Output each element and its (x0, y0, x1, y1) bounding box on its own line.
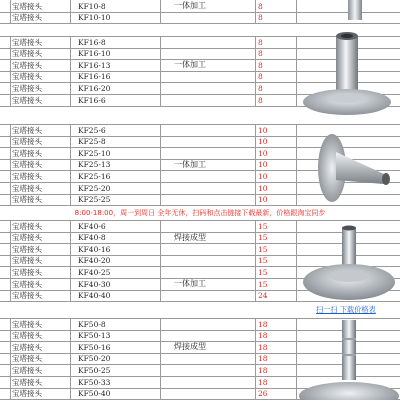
process-label: 一体加工 (174, 60, 206, 70)
cell-price: 15 (258, 256, 268, 266)
cell-name: 宝塔接头 (12, 365, 42, 375)
cell-model: KF50-13 (78, 331, 111, 341)
cell-price: 18 (258, 377, 268, 387)
cell-price: 10 (258, 195, 268, 205)
cell-price: 8 (258, 72, 263, 82)
cell-price: 15 (258, 267, 268, 277)
cell-model: KF40-8 (78, 233, 106, 243)
cell-name: 宝塔接头 (12, 354, 42, 364)
cell-model: KF50-40 (78, 389, 111, 399)
cell-model: KF25-20 (78, 183, 111, 193)
cell-model: KF16-6 (78, 95, 106, 105)
cell-price: 15 (258, 233, 268, 243)
service-hours-notice: 8:00-18:00，周一到周日 全年无休，扫码和点击链接下载最新，价格跟淘宝同步 (0, 207, 400, 219)
cell-model: KF16-16 (78, 72, 111, 82)
process-label: 一体加工 (174, 279, 206, 288)
cell-name: 宝塔接头 (12, 279, 42, 289)
grid-line (10, 220, 11, 301)
process-label: 焊接成型 (174, 342, 206, 352)
cell-model: KF25-16 (78, 171, 111, 181)
cell-name: 宝塔接头 (12, 195, 42, 205)
cell-model: KF25-13 (78, 160, 111, 170)
cell-model: KF16-8 (78, 37, 106, 47)
process-label: 一体加工 (174, 159, 206, 169)
kf10-fitting-photo (320, 0, 400, 20)
grid-line (255, 220, 256, 301)
cell-name: 宝塔接头 (12, 13, 42, 23)
cell-name: 宝塔接头 (12, 37, 42, 47)
cell-price: 8 (258, 49, 263, 59)
cell-name: 宝塔接头 (12, 1, 42, 11)
cell-model: KF16-13 (78, 60, 111, 70)
grid-line (10, 124, 11, 205)
grid-line (0, 318, 400, 319)
cell-name: 宝塔接头 (12, 60, 42, 70)
grid-line (255, 124, 256, 205)
cell-price: 8 (258, 1, 263, 11)
cell-model: KF40-25 (78, 267, 111, 277)
kf50-fitting-photo (296, 320, 400, 400)
cell-model: KF40-6 (78, 221, 106, 231)
grid-line (160, 318, 161, 399)
grid-line (70, 36, 71, 106)
cell-model: KF10-8 (78, 1, 106, 11)
grid-line (10, 36, 11, 106)
cell-model: KF50-8 (78, 319, 106, 329)
cell-model: KF40-20 (78, 256, 111, 266)
cell-name: 宝塔接头 (12, 267, 42, 277)
grid-line (160, 0, 161, 23)
cell-name: 宝塔接头 (12, 389, 42, 399)
cell-price: 8 (258, 95, 263, 105)
cell-price: 10 (258, 171, 268, 181)
cell-model: KF50-16 (78, 342, 111, 352)
cell-price: 15 (258, 244, 268, 254)
cell-price: 10 (258, 160, 268, 170)
cell-name: 宝塔接头 (12, 244, 42, 254)
cell-price: 10 (258, 148, 268, 158)
cell-name: 宝塔接头 (12, 95, 42, 105)
cell-name: 宝塔接头 (12, 125, 42, 135)
cell-name: 宝塔接头 (12, 137, 42, 147)
kf16-fitting-photo (296, 24, 400, 120)
cell-name: 宝塔接头 (12, 83, 42, 93)
cell-name: 宝塔接头 (12, 377, 42, 387)
cell-model: KF25-6 (78, 125, 106, 135)
cell-name: 宝塔接头 (12, 171, 42, 181)
cell-model: KF25-25 (78, 195, 111, 205)
cell-model: KF16-20 (78, 83, 111, 93)
process-label: 一体加工 (174, 1, 206, 10)
cell-model: KF25-10 (78, 148, 111, 158)
grid-line (70, 220, 71, 301)
cell-name: 宝塔接头 (12, 72, 42, 82)
kf40-fitting-photo (296, 220, 400, 310)
cell-price: 10 (258, 183, 268, 193)
cell-model: KF50-20 (78, 354, 111, 364)
cell-name: 宝塔接头 (12, 183, 42, 193)
cell-model: KF40-40 (78, 291, 111, 301)
cell-price: 18 (258, 331, 268, 341)
cell-price: 8 (258, 13, 263, 23)
cell-price: 10 (258, 137, 268, 147)
cell-price: 26 (258, 389, 268, 399)
grid-line (255, 0, 256, 23)
cell-model: KF50-25 (78, 365, 111, 375)
cell-price: 18 (258, 365, 268, 375)
grid-line (160, 36, 161, 106)
cell-name: 宝塔接头 (12, 233, 42, 243)
grid-line (296, 124, 297, 205)
grid-line (160, 124, 161, 205)
kf25-fitting-photo (300, 122, 400, 208)
cell-name: 宝塔接头 (12, 221, 42, 231)
cell-price: 8 (258, 37, 263, 47)
cell-model: KF40-30 (78, 279, 111, 289)
grid-line (10, 0, 11, 23)
grid-line (10, 318, 11, 399)
cell-price: 18 (258, 342, 268, 352)
grid-line (296, 0, 297, 23)
cell-price: 10 (258, 125, 268, 135)
cell-model: KF25-8 (78, 137, 106, 147)
cell-name: 宝塔接头 (12, 160, 42, 170)
cell-price: 8 (258, 60, 263, 70)
cell-name: 宝塔接头 (12, 49, 42, 59)
grid-line (255, 318, 256, 399)
cell-price: 24 (258, 291, 268, 301)
cell-name: 宝塔接头 (12, 148, 42, 158)
cell-name: 宝塔接头 (12, 331, 42, 341)
cell-price: 15 (258, 279, 268, 289)
grid-line (70, 124, 71, 205)
cell-model: KF40-16 (78, 244, 111, 254)
cell-name: 宝塔接头 (12, 256, 42, 266)
scan-download-price-list-link[interactable]: 扫一扫 下载价格表 (316, 305, 376, 314)
cell-model: KF50-33 (78, 377, 111, 387)
cell-name: 宝塔接头 (12, 342, 42, 352)
cell-price: 18 (258, 354, 268, 364)
cell-price: 8 (258, 83, 263, 93)
cell-model: KF10-10 (78, 13, 111, 23)
cell-price: 15 (258, 221, 268, 231)
grid-line (160, 220, 161, 301)
cell-price: 18 (258, 319, 268, 329)
process-label: 焊接成型 (174, 232, 206, 242)
grid-line (70, 0, 71, 23)
cell-name: 宝塔接头 (12, 319, 42, 329)
cell-model: KF16-10 (78, 49, 111, 59)
grid-line (70, 318, 71, 399)
cell-name: 宝塔接头 (12, 291, 42, 301)
grid-line (255, 36, 256, 106)
